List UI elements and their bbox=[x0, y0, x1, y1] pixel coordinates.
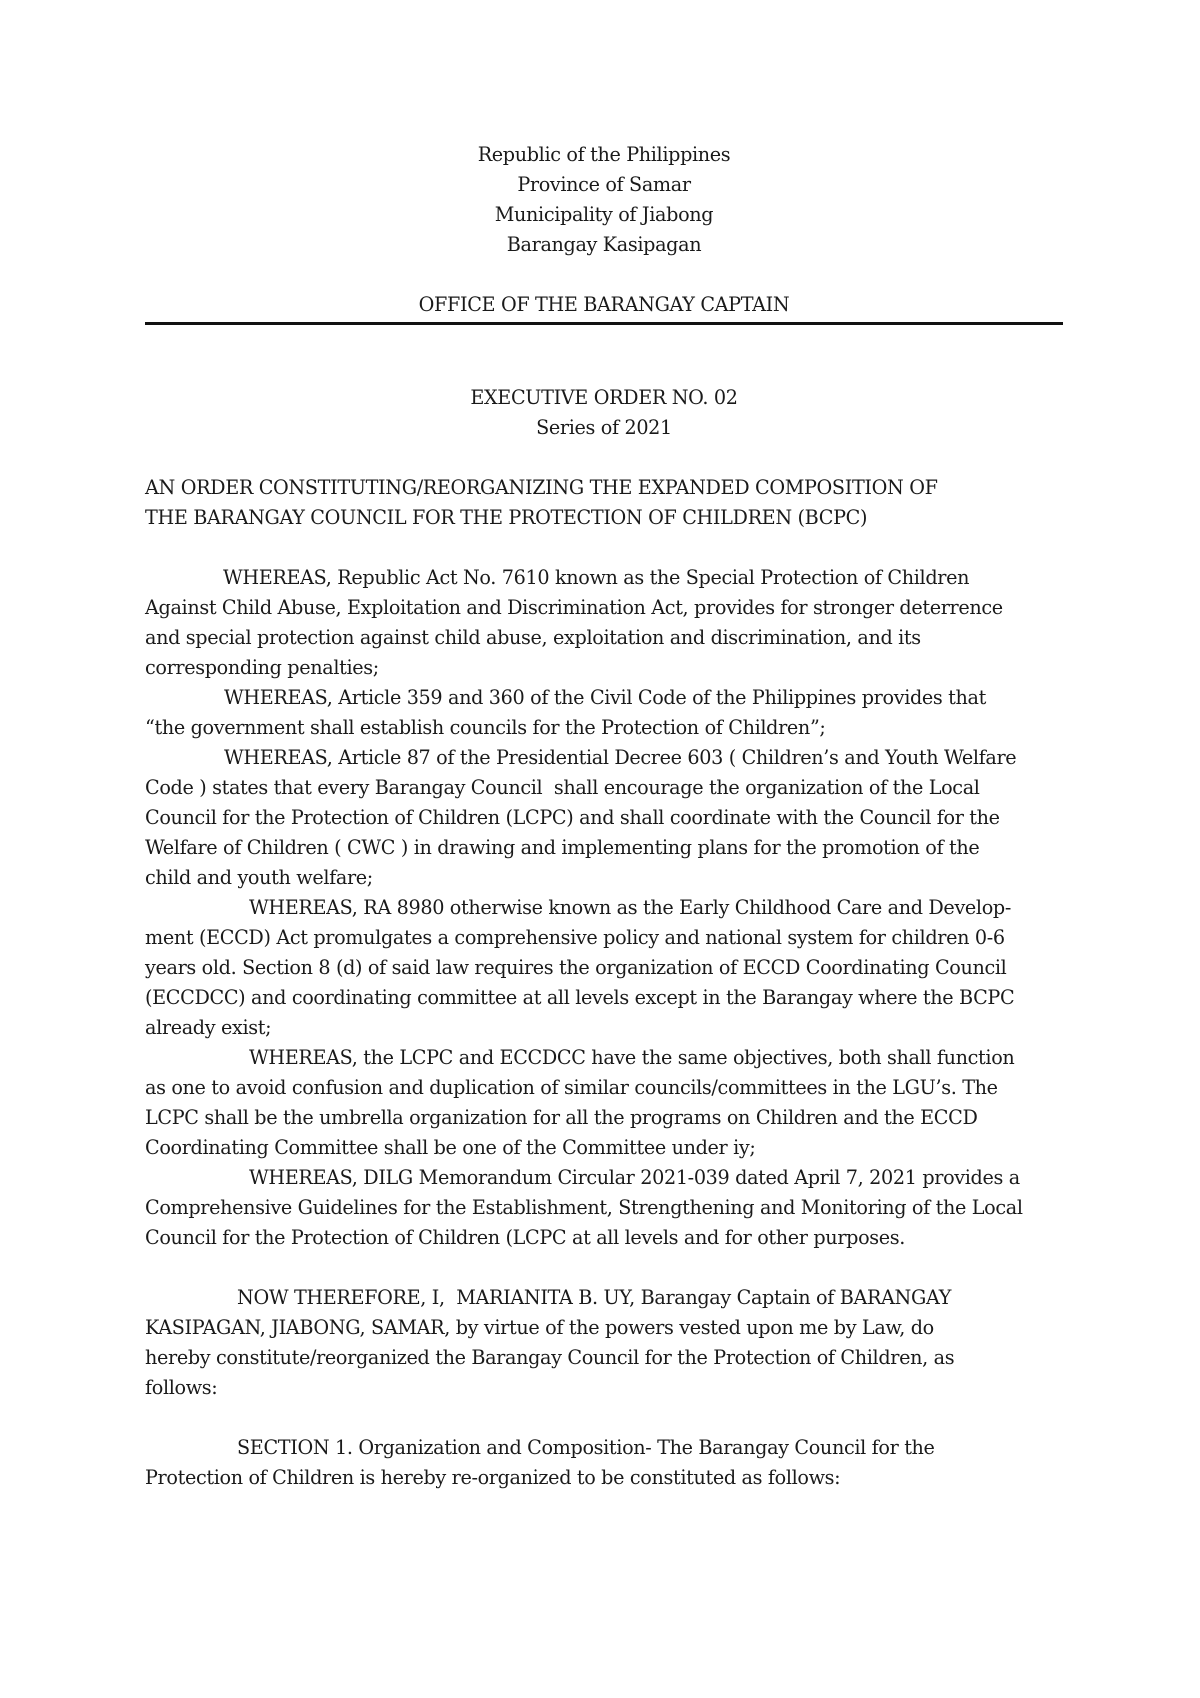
section-1 bbox=[145, 1433, 1063, 1493]
clause-line: Council for the Protection of Children (LCPC) and shall coordinate with the Council for the bbox=[145, 806, 1000, 829]
whereas-clause bbox=[145, 743, 1063, 893]
whereas-clause bbox=[145, 1163, 1063, 1253]
office-title: OFFICE OF THE BARANGAY CAPTAIN bbox=[418, 293, 790, 316]
clause-line: WHEREAS, Article 359 and 360 of the Civil Code of the Philippines provides that bbox=[224, 686, 986, 709]
whereas-clause bbox=[145, 683, 1063, 743]
barangay-line: Barangay Kasipagan bbox=[506, 233, 702, 256]
clause-line: Code ) states that every Barangay Council shall encourage the organization of the Local bbox=[145, 776, 980, 799]
clause-line: ment (ECCD) Act promulgates a comprehensive policy and national system for children 0-6 bbox=[145, 926, 1005, 949]
clause-line: follows: bbox=[145, 1376, 218, 1399]
clause-line: Comprehensive Guidelines for the Establishment, Strengthening and Monitoring of the Local bbox=[145, 1196, 1023, 1219]
clause-line: NOW THEREFORE, I, MARIANITA B. UY, Barangay Captain of BARANGAY bbox=[237, 1286, 952, 1309]
municipality-line: Municipality of Jiabong bbox=[494, 203, 714, 226]
clause-line: WHEREAS, RA 8980 otherwise known as the Early Childhood Care and Develop- bbox=[249, 896, 1011, 919]
clause-line: “the government shall establish councils for the Protection of Children”; bbox=[145, 716, 826, 739]
clause-line: SECTION 1. Organization and Composition- The Barangay Council for the bbox=[237, 1436, 935, 1459]
clause-line: WHEREAS, Republic Act No. 7610 known as the Special Protection of Children bbox=[223, 566, 970, 589]
whereas-clause bbox=[145, 893, 1063, 1043]
whereas-clauses bbox=[145, 563, 1063, 1253]
clause-line: hereby constitute/reorganized the Barangay Council for the Protection of Children, as bbox=[145, 1346, 955, 1369]
province-line: Province of Samar bbox=[517, 173, 691, 196]
clause-line: WHEREAS, the LCPC and ECCDCC have the same objectives, both shall function bbox=[249, 1046, 1015, 1069]
letterhead bbox=[145, 140, 1063, 260]
clause-line: Against Child Abuse, Exploitation and Discrimination Act, provides for stronger deterrence bbox=[145, 596, 1003, 619]
republic-line: Republic of the Philippines bbox=[477, 143, 731, 166]
order-title-line: AN ORDER CONSTITUTING/REORGANIZING THE EXPANDED COMPOSITION OF bbox=[145, 476, 938, 499]
clause-line: (ECCDCC) and coordinating committee at all levels except in the Barangay where the BCPC bbox=[145, 986, 1015, 1009]
executive-order-heading bbox=[145, 383, 1063, 443]
clause-line: corresponding penalties; bbox=[145, 656, 379, 679]
clause-line: WHEREAS, Article 87 of the Presidential Decree 603 ( Children’s and Youth Welfare bbox=[224, 746, 1017, 769]
clause-line: Coordinating Committee shall be one of the Committee under iy; bbox=[145, 1136, 756, 1159]
order-number: EXECUTIVE ORDER NO. 02 bbox=[470, 386, 738, 409]
clause-line: Protection of Children is hereby re-organized to be constituted as follows: bbox=[145, 1466, 841, 1489]
clause-line: years old. Section 8 (d) of said law requires the organization of ECCD Coordinating Council bbox=[145, 956, 1007, 979]
header-rule bbox=[145, 322, 1063, 325]
order-title-line: THE BARANGAY COUNCIL FOR THE PROTECTION OF CHILDREN (BCPC) bbox=[145, 506, 868, 529]
clause-line: LCPC shall be the umbrella organization for all the programs on Children and the ECCD bbox=[145, 1106, 978, 1129]
order-title bbox=[145, 473, 1063, 533]
clause-line: and special protection against child abuse, exploitation and discrimination, and its bbox=[145, 626, 921, 649]
clause-line: KASIPAGAN, JIABONG, SAMAR, by virtue of the powers vested upon me by Law, do bbox=[145, 1316, 934, 1339]
whereas-clause bbox=[145, 563, 1063, 683]
clause-line: Welfare of Children ( CWC ) in drawing and implementing plans for the promotion of the bbox=[145, 836, 980, 859]
document-body bbox=[145, 140, 1063, 1493]
clause-line: as one to avoid confusion and duplication of similar councils/committees in the LGU’s. The bbox=[145, 1076, 998, 1099]
clause-line: WHEREAS, DILG Memorandum Circular 2021-039 dated April 7, 2021 provides a bbox=[249, 1166, 1020, 1189]
clause-line: child and youth welfare; bbox=[145, 866, 373, 889]
clause-line: Council for the Protection of Children (LCPC at all levels and for other purposes. bbox=[145, 1226, 906, 1249]
whereas-clause bbox=[145, 1043, 1063, 1163]
now-therefore-clause bbox=[145, 1283, 1063, 1403]
order-series: Series of 2021 bbox=[536, 416, 672, 439]
clause-line: already exist; bbox=[145, 1016, 272, 1039]
